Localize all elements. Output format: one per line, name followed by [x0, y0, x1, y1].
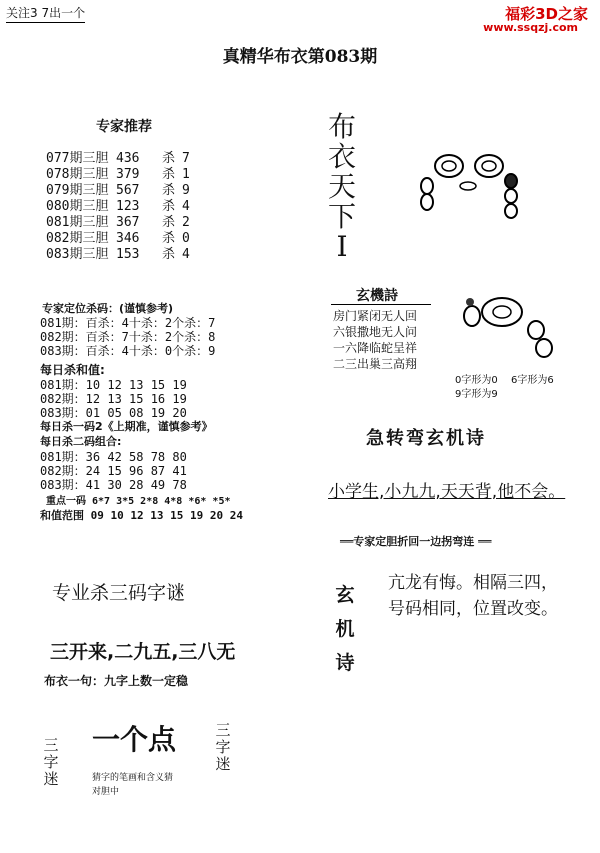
daily-two-code-row: 083期：41 30 28 49 78	[40, 478, 187, 492]
poem-title: 玄機詩	[356, 288, 398, 304]
expert-title: 专家推荐	[96, 119, 152, 135]
shape-note: 9字形为9	[455, 389, 498, 400]
sum-range: 和值范围 09 10 12 13 15 19 20 24	[40, 509, 243, 522]
daily-sum-title: 每日杀和值:	[40, 363, 105, 377]
daily-one-code: 每日杀一码2《上期准，谨慎参考》	[40, 420, 213, 433]
expert-row: 081期三胆 367 杀 2	[46, 215, 190, 230]
daily-sum-row: 083期：01 05 08 19 20	[40, 406, 187, 420]
expert-row: 078期三胆 379 杀 1	[46, 167, 190, 182]
kid-line: 小学生,小九九,天天背,他不会。	[328, 482, 566, 502]
expert-row: 080期三胆 123 杀 4	[46, 199, 190, 214]
daily-two-code-row: 082期：24 15 96 87 41	[40, 464, 187, 478]
expert-row: 082期三胆 346 杀 0	[46, 231, 190, 246]
expert-row: 077期三胆 436 杀 7	[46, 151, 190, 166]
kill-position-row: 081期：百杀：4十杀：2个杀：7	[40, 316, 216, 330]
poem-line: 二三出巢三高翔	[333, 357, 418, 371]
one-sentence-hint: 布衣一句：九字上数一定稳	[44, 674, 189, 688]
coin-shapes-illustration-2	[458, 290, 558, 362]
poem-line: 六银撒地无人问	[333, 325, 418, 339]
daily-two-code-title: 每日杀二码组合:	[40, 435, 122, 448]
daily-two-code-row: 081期：36 42 58 78 80	[40, 450, 187, 464]
poem-divider	[331, 304, 431, 305]
poem-line: 房门紧闭无人回	[333, 309, 418, 323]
shape-note: 0字形为0	[455, 375, 498, 386]
one-dot-riddle: 一个点	[92, 723, 177, 756]
riddle-label-right: 三 字 迷	[215, 721, 231, 773]
daily-sum-row: 081期：10 12 13 15 19	[40, 378, 187, 392]
sharp-turn-title: 急转弯玄机诗	[366, 428, 486, 449]
site-name[interactable]: 福彩3D之家	[505, 5, 588, 23]
kill-position-row: 083期：百杀：4十杀：0个杀：9	[40, 344, 216, 358]
site-url[interactable]: www.ssqzj.com	[483, 21, 578, 34]
riddle-note: 猜字的笔画和含义猜	[92, 773, 174, 783]
riddle-heading: 专业杀三码字谜	[52, 582, 186, 604]
main-title: 真精华布衣第083期	[222, 47, 378, 67]
expert-row: 079期三胆 567 杀 9	[46, 183, 190, 198]
expert-rule: ══专家定胆折回一边拐弯连 ══	[340, 535, 492, 548]
coin-shapes-illustration	[415, 148, 525, 228]
shape-note: 6字形为6	[511, 375, 554, 386]
poem-line: 一六降临蛇呈祥	[333, 341, 418, 355]
expert-row: 083期三胆 153 杀 4	[46, 247, 190, 262]
riddle-answer: 三开来,二九五,三八无	[50, 641, 236, 663]
xuan-line: 亢龙有悔。相隔三四，	[388, 573, 558, 593]
key-point: 重点一码 6*7 3*5 2*8 4*8 *6* *5*	[46, 496, 231, 507]
xuan-line: 号码相同，位置改变。	[388, 599, 558, 619]
kill-position-title: 专家定位杀码：(谨慎参考)	[42, 302, 174, 315]
vertical-title: 布 衣 天 下 I	[327, 110, 356, 263]
riddle-label-left: 三 字 迷	[43, 736, 59, 788]
riddle-note: 对胆中	[92, 787, 120, 797]
daily-sum-row: 082期：12 13 15 16 19	[40, 392, 187, 406]
kill-position-row: 082期：百杀：7十杀：2个杀：8	[40, 330, 216, 344]
top-note: 关注3 7出一个	[6, 4, 85, 23]
xuan-ji-shi-label: 玄 机 诗	[335, 584, 355, 674]
